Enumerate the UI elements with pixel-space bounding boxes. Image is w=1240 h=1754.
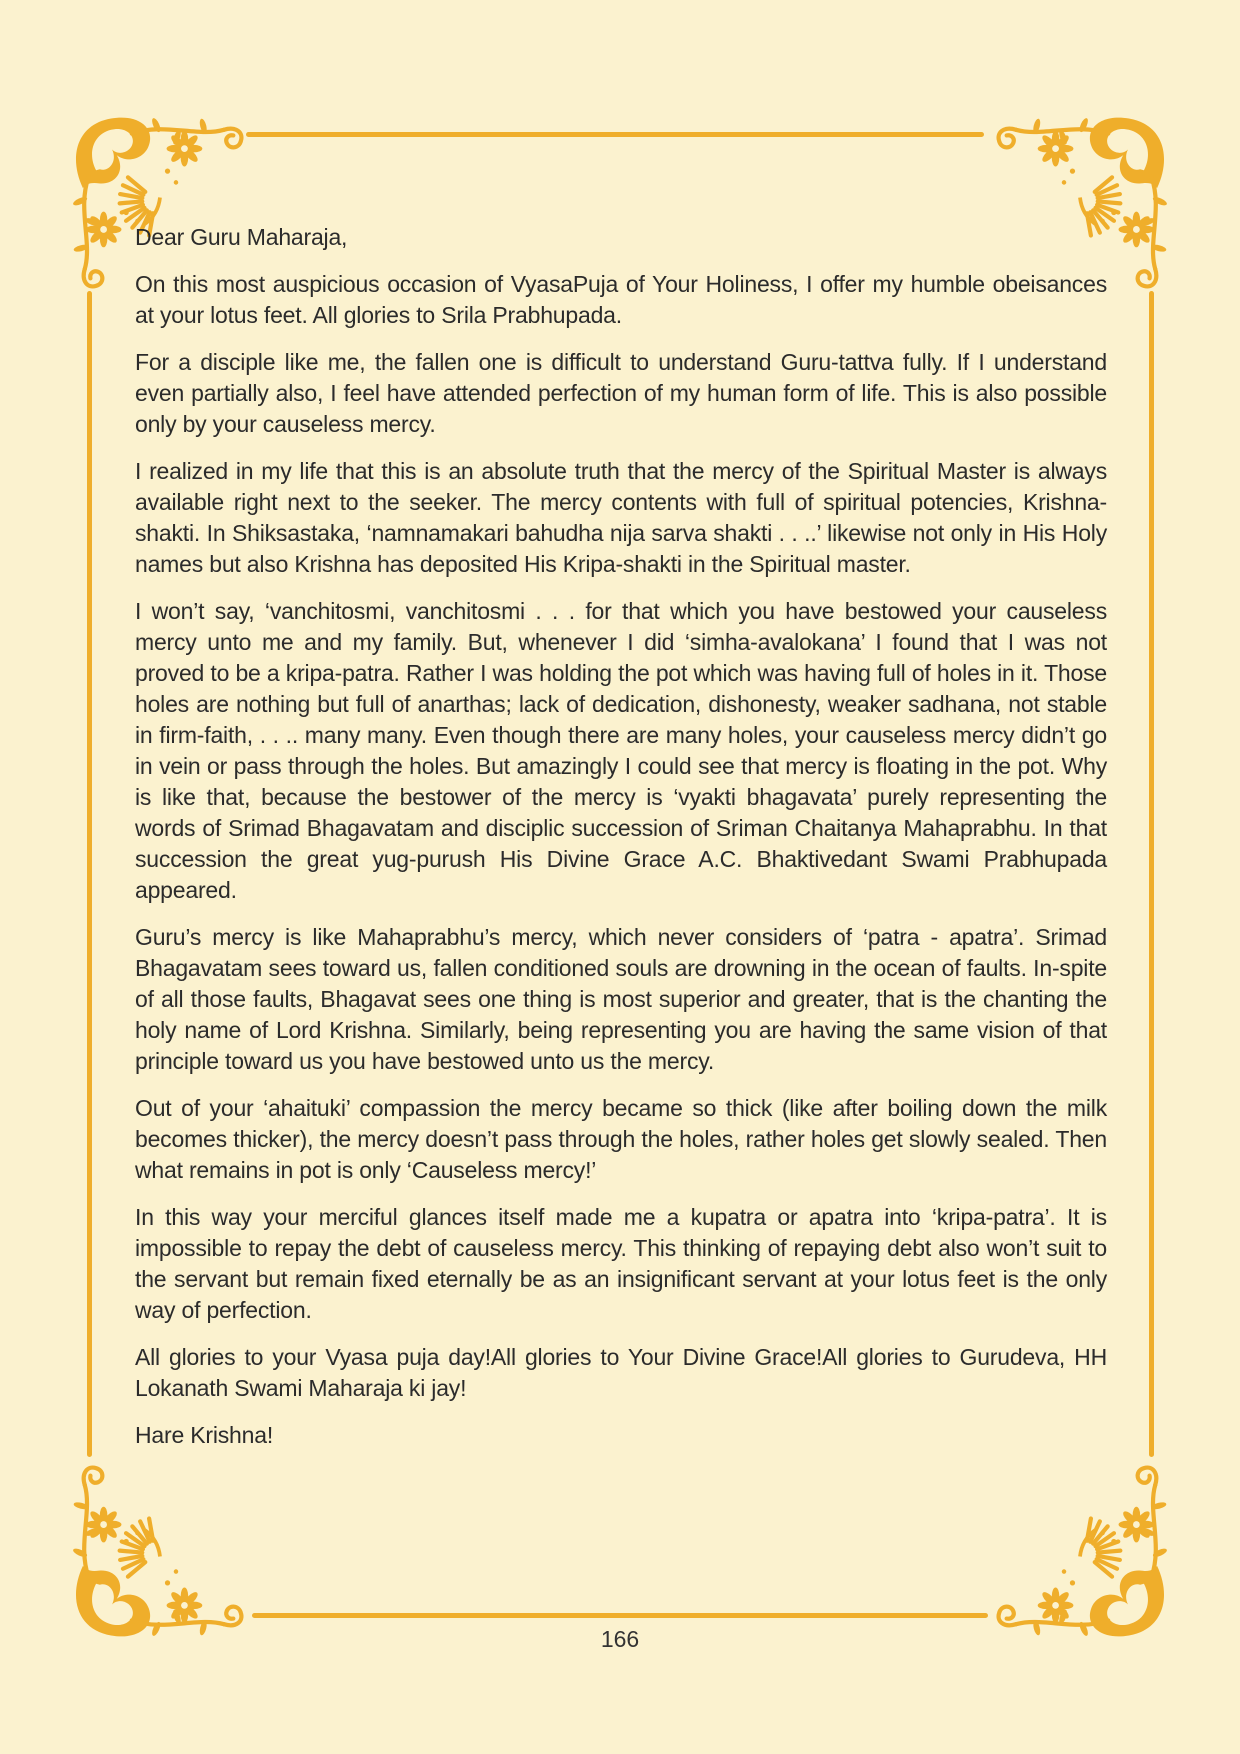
border-rule-right: [1149, 291, 1154, 1457]
letter-paragraph: All glories to your Vyasa puja day!All glories to Your Divine Grace!All glories to Gurudeva, HH Lokanath Swami Maharaja ki jay!: [135, 1344, 1107, 1401]
letter-paragraph: In this way your merciful glances itself made me a kupatra or apatra into ‘kripa-patra’. It is impossible to repay the debt of causeless mercy. This thinking of repaying debt also won’t suit to the servant but remain fixed eternally be as an insignificant servant at your lotus feet is the only way of perfection.: [135, 1204, 1107, 1323]
letter-salutation: Dear Guru Maharaja,: [135, 224, 348, 250]
border-rule-bottom: [252, 1613, 988, 1618]
floral-corner-bottom-left-icon: [66, 1455, 254, 1643]
letter-paragraph: I won’t say, ‘vanchitosmi, vanchitosmi . . . for that which you have bestowed your causeless mercy unto me and my family. But, whenever I did ‘simha-avalokana’ I found that I was not proved to be a kripa-patra. Rather I was holding the pot which was having full of holes in it. Those holes are nothing but full of anarthas; lack of dedication, dishonesty, weaker sadhana, not stable in firm-faith, . . .. many many. Even though there are many holes, your causeless mercy didn’t go in vein or pass through the holes. But amazingly I could see that mercy is floating in the pot. Why is like that, because the bestower of the mercy is ‘vyakti bhagavata’ purely representing the words of Srimad Bhagavatam and disciplic succession of Sriman Chaitanya Mahaprabhu. In that succession the great yug-purush His Divine Grace A.C. Bhaktivedant Swami Prabhupada appeared.: [135, 598, 1107, 903]
floral-corner-bottom-right-icon: [986, 1455, 1174, 1643]
letter-paragraph: For a disciple like me, the fallen one is difficult to understand Guru-tattva fully. If I understand even partially also, I feel have attended perfection of my human form of life. This is also possible only by your causeless mercy.: [135, 349, 1107, 437]
letter-paragraph: Guru’s mercy is like Mahaprabhu’s mercy, which never considers of ‘patra - apatra’. Srimad Bhagavatam sees toward us, fallen conditioned souls are drowning in the ocean of faults. In-spite of all those faults, Bhagavat sees one thing is most superior and greater, that is the chanting the holy name of Lord Krishna. Similarly, being representing you are having the same vision of that principle toward us you have bestowed unto us the mercy.: [135, 924, 1107, 1074]
border-rule-left: [87, 291, 92, 1457]
letter-paragraph: Out of your ‘ahaituki’ compassion the mercy became so thick (like after boiling down the milk becomes thicker), the mercy doesn’t pass through the holes, rather holes get slowly sealed. Then what remains in pot is only ‘Causeless mercy!’: [135, 1095, 1107, 1183]
letter-paragraph: On this most auspicious occasion of VyasaPuja of Your Holiness, I offer my humble obeisances at your lotus feet. All glories to Srila Prabhupada.: [135, 271, 1107, 328]
page-number: 166: [600, 1626, 640, 1652]
letter-paragraph: I realized in my life that this is an absolute truth that the mercy of the Spiritual Master is always available right next to the seeker. The mercy contents with full of spiritual potencies, Krishna-shakti. In Shiksastaka, ‘namnamakari bahudha nija sarva shakti . . ..’ likewise not only in His Holy names but also Krishna has deposited His Kripa-shakti in the Spiritual master.: [135, 458, 1107, 577]
letter-closing: Hare Krishna!: [135, 1422, 274, 1448]
border-rule-top: [246, 132, 984, 137]
letter-body: [135, 222, 1107, 1467]
